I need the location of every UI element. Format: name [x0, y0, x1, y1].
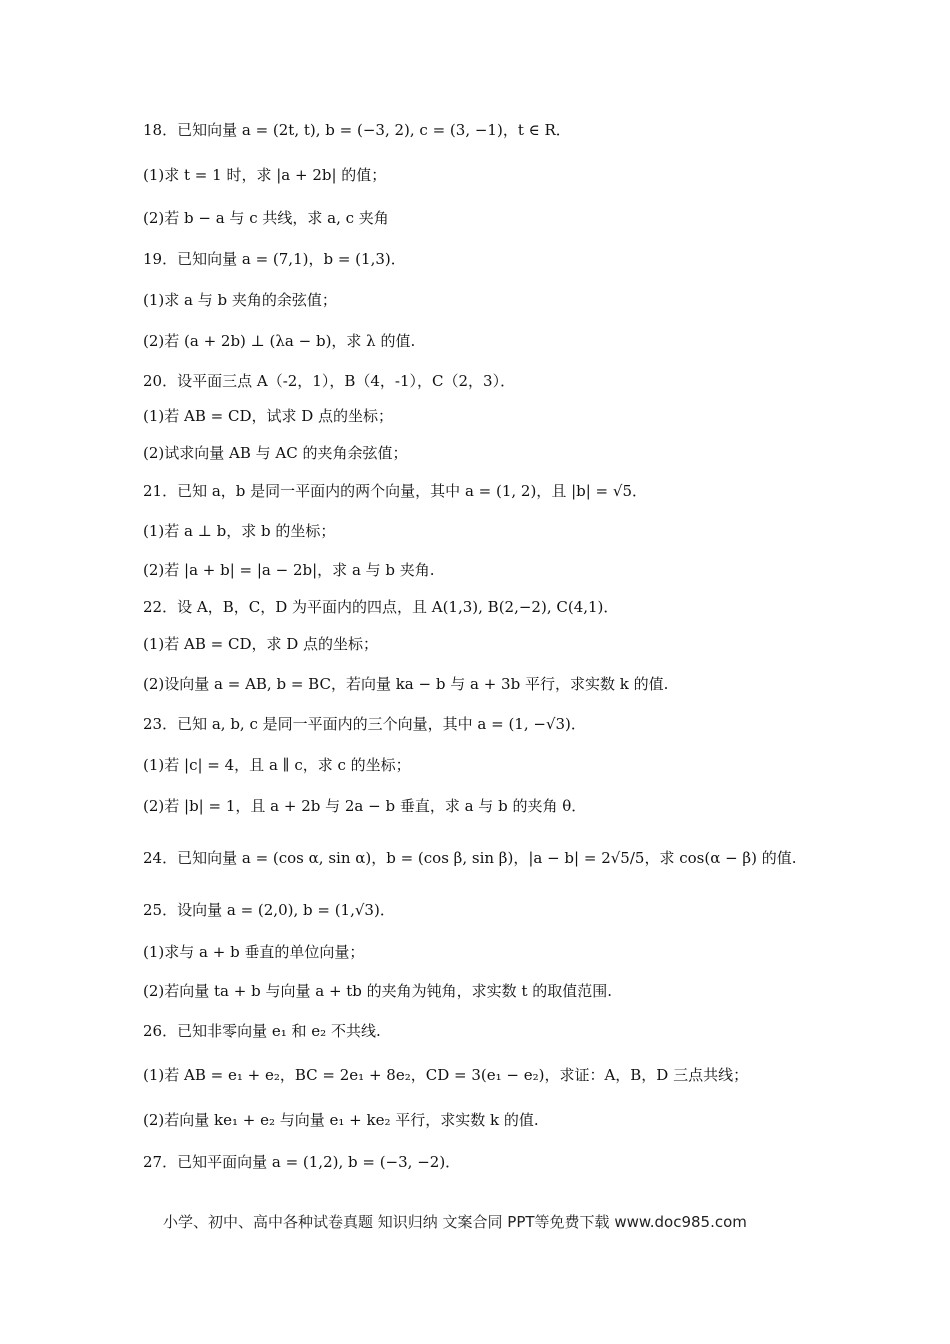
question-18-part-1: (1)求 t = 1 时，求 |a + 2b| 的值； — [143, 166, 387, 184]
question-22: 22．设 A，B，C，D 为平面内的四点，且 A(1,3), B(2,−2), C(4,1)． — [143, 598, 619, 616]
question-21: 21．已知 a，b 是同一平面内的两个向量，其中 a = (1, 2)，且 |b| = √5． — [143, 482, 647, 500]
question-26: 26．已知非零向量 e₁ 和 e₂ 不共线. — [143, 1022, 381, 1040]
question-21-part-1: (1)若 a ⊥ b，求 b 的坐标； — [143, 522, 336, 540]
question-20: 20．设平面三点 A（-2，1），B（4，-1），C（2，3）． — [143, 372, 516, 390]
question-23-part-1: (1)若 |c| = 4，且 a ∥ c，求 c 的坐标； — [143, 756, 411, 774]
question-22-part-2: (2)设向量 a = AB, b = BC，若向量 ka − b 与 a + 3b 平行，求实数 k 的值. — [143, 675, 669, 693]
question-23: 23．已知 a, b, c 是同一平面内的三个向量，其中 a = (1, −√3)． — [143, 715, 586, 733]
question-26-part-2: (2)若向量 ke₁ + e₂ 与向量 e₁ + ke₂ 平行，求实数 k 的值. — [143, 1111, 539, 1129]
question-24: 24．已知向量 a = (cos α, sin α)，b = (cos β, sin β)，|a − b| = 2√5/5，求 cos(α − β) 的值. — [143, 849, 797, 867]
question-20-part-2: (2)试求向量 AB 与 AC 的夹角余弦值； — [143, 444, 408, 462]
question-19-part-1: (1)求 a 与 b 夹角的余弦值； — [143, 291, 337, 309]
question-19-part-2: (2)若 (a + 2b) ⊥ (λa − b)，求 λ 的值. — [143, 332, 416, 350]
footer-text: 小学、初中、高中各种试卷真题 知识归纳 文案合同 PPT等免费下载 www.doc985.com — [163, 1213, 747, 1231]
question-22-part-1: (1)若 AB = CD，求 D 点的坐标； — [143, 635, 379, 653]
question-25: 25．设向量 a = (2,0), b = (1,√3)． — [143, 901, 395, 919]
question-19: 19．已知向量 a = (7,1)，b = (1,3)． — [143, 250, 406, 268]
question-20-part-1: (1)若 AB = CD，试求 D 点的坐标； — [143, 407, 394, 425]
question-26-part-1: (1)若 AB = e₁ + e₂，BC = 2e₁ + 8e₂，CD = 3(e₁ − e₂)，求证：A，B，D 三点共线； — [143, 1066, 749, 1084]
question-18: 18．已知向量 a = (2t, t), b = (−3, 2), c = (3, −1)，t ∈ R． — [143, 121, 571, 139]
question-25-part-1: (1)求与 a + b 垂直的单位向量； — [143, 943, 365, 961]
question-25-part-2: (2)若向量 ta + b 与向量 a + tb 的夹角为钝角，求实数 t 的取值范围. — [143, 982, 613, 1000]
question-27: 27．已知平面向量 a = (1,2), b = (−3, −2)． — [143, 1153, 461, 1171]
question-21-part-2: (2)若 |a + b| = |a − 2b|，求 a 与 b 夹角. — [143, 561, 435, 579]
question-23-part-2: (2)若 |b| = 1，且 a + 2b 与 2a − b 垂直，求 a 与 b 的夹角 θ． — [143, 797, 587, 815]
question-18-part-2: (2)若 b − a 与 c 共线，求 a, c 夹角 — [143, 209, 389, 227]
